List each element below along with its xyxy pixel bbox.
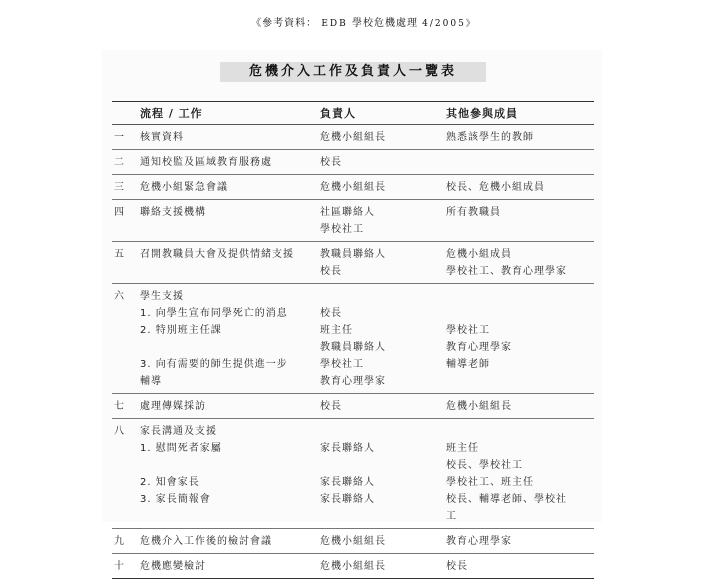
owner-line: [320, 457, 446, 474]
others-line: [446, 154, 594, 171]
cell-owner: [320, 419, 446, 529]
crisis-task-table: [112, 101, 594, 579]
slide-header: [0, 14, 728, 29]
cell-others: [446, 554, 594, 579]
row-number: 七: [112, 394, 140, 419]
table-row: [112, 284, 594, 394]
cell-owner: [320, 554, 446, 579]
cell-others: [446, 200, 594, 242]
task-line: 學生支援: [140, 291, 184, 302]
owner-line: 校長: [320, 401, 342, 412]
cell-others: [446, 125, 594, 150]
owner-line: 家長聯絡人: [320, 494, 375, 505]
task-line: 1. 向學生宣布同學死亡的消息: [140, 308, 288, 319]
table-row: [112, 419, 594, 529]
others-line: 班主任: [446, 443, 479, 454]
owner-line: [320, 508, 446, 525]
others-line: 熟悉該學生的教師: [446, 132, 534, 143]
row-number: 十: [112, 554, 140, 579]
others-line: 危機小組組長: [446, 401, 512, 412]
task-line: 危機小組緊急會議: [140, 182, 228, 193]
cell-owner: [320, 529, 446, 554]
task-line: 處理傳媒採訪: [140, 401, 206, 412]
owner-line: 教職員聯絡人: [320, 342, 386, 353]
task-line: [140, 508, 320, 525]
cell-owner: [320, 175, 446, 200]
others-line: 教育心理學家: [446, 536, 512, 547]
cell-others: [446, 175, 594, 200]
cell-task: [140, 419, 320, 529]
task-line: 通知校監及區域教育服務處: [140, 157, 272, 168]
others-line: [446, 423, 594, 440]
table-row: [112, 200, 594, 242]
cell-owner: [320, 394, 446, 419]
task-line: 核實資料: [140, 132, 184, 143]
cell-owner: [320, 125, 446, 150]
header-prefix: 《參考資料：: [251, 18, 318, 29]
row-number: 二: [112, 150, 140, 175]
others-line: 危機小組成員: [446, 249, 512, 260]
cell-others: [446, 394, 594, 419]
owner-line: 教育心理學家: [320, 376, 386, 387]
owner-line: 危機小組組長: [320, 182, 386, 193]
others-line: [446, 288, 594, 305]
cell-owner: [320, 242, 446, 284]
owner-line: 校長: [320, 308, 342, 319]
others-line: 學校社工: [446, 325, 490, 336]
owner-line: 危機小組組長: [320, 132, 386, 143]
cell-owner: [320, 284, 446, 394]
others-line: 工: [446, 511, 457, 522]
cell-others: [446, 150, 594, 175]
task-line: [140, 457, 320, 474]
row-number: 八: [112, 419, 140, 529]
task-line: 危機介入工作後的檢討會議: [140, 536, 272, 547]
cell-task: [140, 554, 320, 579]
owner-line: 學校社工: [320, 359, 364, 370]
table-row: [112, 554, 594, 579]
table-row: [112, 175, 594, 200]
table-row: [112, 242, 594, 284]
row-number: 四: [112, 200, 140, 242]
owner-line: [320, 423, 446, 440]
cell-task: [140, 284, 320, 394]
header-num: [112, 102, 140, 125]
header-others: 其他參與成員: [446, 102, 594, 125]
cell-task: [140, 150, 320, 175]
header-task: 流程 / 工作: [140, 102, 320, 125]
header-date: 4/2005》: [422, 19, 477, 29]
task-line: [140, 339, 320, 356]
table-row: [112, 125, 594, 150]
others-line: 校長、學校社工: [446, 460, 523, 471]
others-line: 學校社工、教育心理學家: [446, 266, 567, 277]
owner-line: 校長: [320, 157, 342, 168]
table-title: 危機介入工作及負責人一覽表: [220, 62, 486, 82]
cell-others: [446, 284, 594, 394]
table-row: [112, 150, 594, 175]
owner-line: 家長聯絡人: [320, 477, 375, 488]
header-owner: 負責人: [320, 102, 446, 125]
owner-line: 學校社工: [320, 224, 364, 235]
task-line: 3. 家長簡報會: [140, 494, 211, 505]
cell-task: [140, 529, 320, 554]
row-number: 一: [112, 125, 140, 150]
others-line: 校長、危機小組成員: [446, 182, 545, 193]
owner-line: [320, 288, 446, 305]
others-line: [446, 373, 594, 390]
others-line: 教育心理學家: [446, 342, 512, 353]
cell-others: [446, 529, 594, 554]
owner-line: 校長: [320, 266, 342, 277]
cell-task: [140, 200, 320, 242]
others-line: 學校社工、班主任: [446, 477, 534, 488]
table-row: [112, 529, 594, 554]
others-line: 所有教職員: [446, 207, 501, 218]
table-body: [112, 125, 594, 579]
owner-line: 家長聯絡人: [320, 443, 375, 454]
cell-task: [140, 125, 320, 150]
owner-line: 社區聯絡人: [320, 207, 375, 218]
task-line: 1. 慰問死者家屬: [140, 443, 222, 454]
table-row: [112, 394, 594, 419]
task-line: 危機應變檢討: [140, 561, 206, 572]
owner-line: 危機小組組長: [320, 536, 386, 547]
task-line: 2. 知會家長: [140, 477, 200, 488]
cell-task: [140, 394, 320, 419]
task-line: 輔導: [140, 376, 162, 387]
task-line: 召開教職員大會及提供情緒支援: [140, 249, 294, 260]
row-number: 三: [112, 175, 140, 200]
task-line: 3. 向有需要的師生提供進一步: [140, 359, 288, 370]
others-line: [446, 305, 594, 322]
row-number: 六: [112, 284, 140, 394]
header-doc-title: 學校危機處理: [351, 18, 418, 29]
cell-others: [446, 242, 594, 284]
row-number: 九: [112, 529, 140, 554]
cell-others: [446, 419, 594, 529]
task-line: 聯絡支援機構: [140, 207, 206, 218]
others-line: 校長、輔導老師、學校社: [446, 494, 567, 505]
owner-line: 教職員聯絡人: [320, 249, 386, 260]
owner-line: 班主任: [320, 325, 353, 336]
others-line: 校長: [446, 561, 468, 572]
cell-owner: [320, 150, 446, 175]
header-source: EDB: [321, 19, 348, 29]
cell-task: [140, 242, 320, 284]
task-line: 家長溝通及支援: [140, 426, 217, 437]
cell-task: [140, 175, 320, 200]
owner-line: 危機小組組長: [320, 561, 386, 572]
cell-owner: [320, 200, 446, 242]
row-number: 五: [112, 242, 140, 284]
table-header-row: [112, 102, 594, 125]
others-line: 輔導老師: [446, 359, 490, 370]
task-line: 2. 特別班主任課: [140, 325, 222, 336]
